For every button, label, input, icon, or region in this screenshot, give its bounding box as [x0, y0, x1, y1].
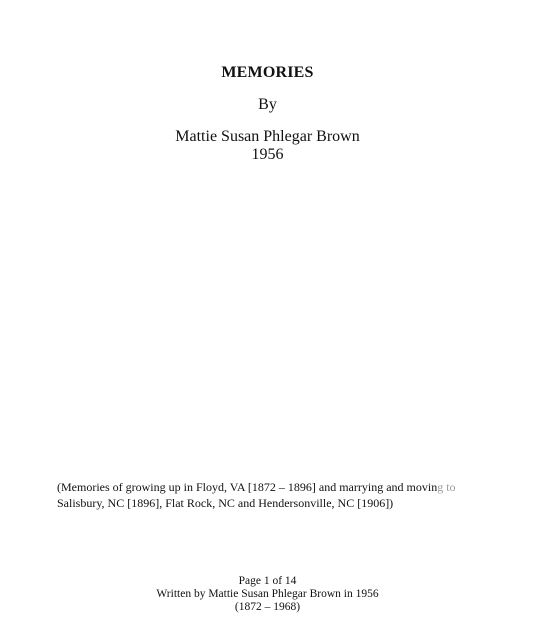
memoir-summary — [57, 479, 477, 511]
summary-line-1-faded: g to — [437, 480, 456, 494]
page-number: Page 1 of 14 — [238, 575, 297, 587]
footer-lifespan: (1872 – 1968) — [234, 601, 301, 613]
author-year: 1956 — [251, 146, 284, 163]
by-line: By — [258, 96, 277, 113]
footer-written-by: Written by Mattie Susan Phlegar Brown in 1956 — [156, 588, 379, 600]
summary-line-2: Salisbury, NC [1896], Flat Rock, NC and Hendersonville, NC [1906]) — [57, 496, 394, 510]
document-title: MEMORIES — [221, 64, 314, 81]
summary-line-1 — [57, 479, 477, 495]
summary-line-1-main: (Memories of growing up in Floyd, VA [1872 – 1896] and marrying and movin — [57, 480, 438, 494]
author-block — [0, 128, 535, 164]
author-name: Mattie Susan Phlegar Brown — [175, 128, 360, 145]
page-footer — [0, 575, 535, 614]
